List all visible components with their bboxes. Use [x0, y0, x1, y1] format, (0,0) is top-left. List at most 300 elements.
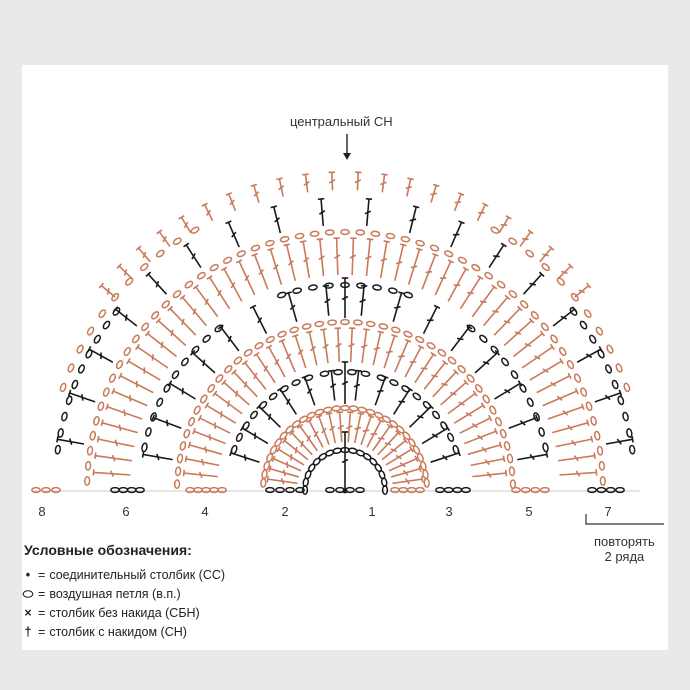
- double-crochet-stitch: [184, 243, 201, 267]
- double-crochet-stitch: [395, 340, 411, 373]
- chain-stitch: [266, 488, 274, 493]
- chain-stitch: [93, 334, 101, 344]
- chain-stitch: [594, 431, 600, 440]
- chain-stitch: [466, 374, 475, 383]
- chain-stitch: [361, 371, 370, 377]
- repeat-note-line2: 2 ряда: [604, 549, 645, 564]
- double-crochet-stitch: [431, 450, 461, 462]
- double-crochet-stitch: [543, 388, 578, 405]
- chain-stitch: [151, 311, 160, 320]
- chain-stitch: [386, 233, 395, 239]
- chain-stitch: [328, 320, 337, 325]
- double-crochet-stitch: [106, 404, 142, 419]
- chain-stitch: [495, 417, 503, 427]
- double-crochet-stitch: [112, 388, 147, 405]
- double-crochet-stitch: [279, 340, 295, 373]
- double-crochet-stitch: [494, 306, 522, 335]
- chain-stitch: [87, 446, 93, 455]
- chain-stitch: [179, 441, 186, 450]
- double-crochet-stitch: [292, 335, 305, 368]
- chain-stitch: [32, 488, 40, 493]
- chain-stitch: [407, 488, 415, 493]
- double-crochet-stitch: [157, 230, 170, 246]
- double-crochet-stitch: [472, 470, 506, 478]
- double-crochet-stitch: [317, 239, 325, 276]
- chain-stitch: [251, 244, 261, 251]
- chain-stitch: [172, 290, 182, 299]
- chain-stitch: [292, 287, 301, 294]
- chain-stitch: [504, 441, 511, 450]
- chain-stitch: [254, 341, 264, 349]
- double-crochet-stitch: [464, 428, 497, 443]
- double-crochet-stitch: [422, 425, 449, 443]
- double-crochet-stitch: [424, 305, 440, 333]
- chain-stitch: [489, 405, 497, 415]
- chain-stitch: [348, 370, 357, 375]
- double-crochet-stitch: [114, 307, 137, 326]
- double-crochet-stitch: [99, 283, 115, 297]
- row-number-7: 7: [604, 504, 612, 519]
- chain-stitch: [597, 446, 603, 455]
- double-crochet-stitch: [193, 285, 217, 317]
- chain-stitch: [530, 311, 539, 320]
- chain-stitch: [123, 347, 132, 357]
- chain-stitch-icon: ⬭: [22, 587, 34, 601]
- chain-stitch: [307, 463, 316, 473]
- chain-stitch: [482, 394, 491, 404]
- chain-stitch: [115, 360, 123, 370]
- chain-stitch: [334, 370, 343, 375]
- legend-title: Условные обозначения:: [24, 542, 192, 558]
- double-crochet-stitch: [251, 184, 259, 202]
- chain-stitch: [437, 348, 447, 357]
- double-crochet-stitch: [559, 469, 596, 476]
- legend-item: [20, 566, 225, 584]
- chain-stitch: [508, 237, 518, 246]
- chain-stitch: [579, 320, 588, 330]
- chain-stitch: [276, 488, 284, 493]
- double-crochet-stitch: [184, 470, 218, 478]
- chain-stitch: [391, 326, 400, 333]
- double-crochet-stitch: [520, 230, 533, 246]
- double-crochet-stitch: [494, 381, 521, 399]
- chain-stitch: [538, 427, 545, 436]
- double-crochet-stitch: [556, 436, 593, 447]
- chain-stitch: [111, 488, 119, 493]
- double-crochet-stitch: [513, 331, 544, 356]
- chain-stitch: [66, 396, 73, 405]
- double-crochet-stitch: [146, 272, 167, 294]
- legend-equals: =: [38, 625, 46, 639]
- double-crochet-stitch: [156, 318, 186, 345]
- double-crochet-stitch: [373, 424, 393, 450]
- chain-stitch: [501, 357, 510, 367]
- double-crochet-stitch: [409, 248, 423, 284]
- chain-stitch: [457, 365, 466, 374]
- repeat-note-line1: повторять: [594, 534, 655, 549]
- double-crochet-stitch: [451, 325, 472, 351]
- double-crochet-stitch: [236, 260, 254, 295]
- double-crochet-stitch: [460, 276, 483, 309]
- chain-stitch: [223, 256, 233, 264]
- row-number-8: 8: [38, 504, 46, 519]
- chain-stitch: [97, 402, 104, 412]
- chain-stitch: [102, 320, 111, 330]
- chain-stitch: [141, 443, 147, 452]
- chain-stitch: [109, 373, 117, 383]
- chain-stitch: [295, 233, 304, 239]
- chain-stitch: [526, 397, 534, 407]
- row-number-1: 1: [368, 504, 376, 519]
- chain-stitch: [86, 326, 95, 336]
- chain-stitch: [341, 320, 349, 325]
- chain-stitch: [358, 407, 367, 413]
- chain-stitch: [556, 277, 565, 286]
- chain-stitch: [277, 330, 287, 338]
- chain-stitch: [558, 347, 567, 357]
- chain-stitch: [595, 326, 604, 336]
- chain-stitch: [265, 240, 274, 247]
- chain-stitch: [622, 412, 629, 421]
- chain-stitch: [161, 300, 170, 309]
- chain-stitch: [606, 488, 614, 493]
- legend-item: [20, 604, 200, 622]
- chain-stitch: [261, 478, 267, 487]
- double-crochet-stitch: [335, 328, 342, 362]
- chain-stitch: [362, 452, 372, 461]
- double-crochet-stitch: [95, 453, 132, 462]
- chain-stitch: [59, 383, 66, 393]
- chain-stitch: [583, 309, 592, 319]
- chain-stitch: [199, 394, 208, 404]
- double-crochet-stitch: [361, 329, 369, 363]
- chain-stitch: [415, 336, 425, 344]
- legend-equals: =: [38, 568, 46, 582]
- chain-stitch: [500, 429, 507, 439]
- chain-stitch: [207, 384, 216, 394]
- chain-stitch: [119, 488, 127, 493]
- double-crochet-stitch: [285, 292, 296, 322]
- legend-item: [20, 623, 187, 641]
- chain-stitch: [432, 410, 441, 420]
- chain-stitch: [496, 280, 506, 289]
- double-crochet-stitch: [558, 264, 573, 279]
- double-crochet-stitch: [336, 412, 343, 442]
- double-crochet-stitch: [271, 206, 281, 233]
- double-crochet-stitch: [143, 451, 173, 460]
- chain-stitch: [93, 416, 100, 425]
- chain-stitch: [265, 336, 275, 344]
- double-crochet-stitch: [230, 450, 260, 462]
- double-crochet-stitch: [522, 344, 554, 368]
- double-crochet-icon: †: [24, 625, 32, 639]
- chain-stitch: [391, 488, 399, 493]
- chain-stitch: [422, 470, 428, 479]
- chain-stitch: [268, 392, 278, 401]
- chain-stitch: [315, 321, 324, 327]
- double-crochet-stitch: [430, 184, 439, 202]
- double-crochet-stitch: [185, 456, 219, 466]
- repeat-note: [594, 534, 655, 564]
- chain-stitch: [163, 383, 171, 393]
- double-crochet-stitch: [575, 283, 591, 297]
- chain-stitch: [606, 344, 614, 354]
- chain-stitch: [61, 412, 68, 421]
- double-crochet-stitch: [306, 419, 323, 447]
- double-crochet-stitch: [117, 264, 132, 279]
- double-crochet-stitch: [218, 325, 239, 351]
- double-crochet-stitch: [435, 260, 453, 295]
- chain-stitch: [356, 230, 365, 235]
- double-crochet-stitch: [499, 216, 511, 233]
- double-crochet-stitch: [119, 373, 153, 393]
- chain-stitch: [233, 356, 243, 365]
- chain-stitch: [186, 488, 194, 493]
- chain-stitch: [519, 383, 527, 393]
- chain-stitch: [366, 321, 375, 327]
- chain-stitch: [156, 397, 164, 407]
- chain-stitch: [145, 427, 152, 436]
- chain-stitch: [177, 454, 183, 463]
- chain-stitch: [436, 488, 444, 493]
- double-crochet-stitch: [267, 476, 297, 484]
- chain-stitch: [415, 240, 424, 247]
- double-crochet-stitch: [380, 174, 387, 192]
- chain-stitch: [599, 461, 605, 470]
- chain-stitch: [490, 226, 500, 234]
- legend-text: столбик без накида (СБН): [49, 606, 200, 620]
- chain-stitch: [125, 277, 134, 286]
- chain-stitch: [140, 262, 149, 271]
- chain-stitch: [85, 461, 91, 470]
- double-crochet-stitch: [320, 329, 328, 363]
- chain-stitch: [617, 396, 624, 405]
- chain-stitch: [325, 230, 334, 235]
- double-crochet-stitch: [558, 453, 595, 461]
- chain-stitch: [98, 309, 107, 319]
- double-crochet-stitch: [101, 420, 138, 433]
- chain-stitch: [401, 236, 410, 243]
- chain-stitch: [590, 416, 597, 425]
- chain-stitch: [447, 356, 457, 365]
- double-crochet-stitch: [410, 206, 420, 233]
- chain-stitch: [379, 323, 388, 330]
- chain-stitch: [462, 488, 470, 493]
- chain-stitch: [78, 364, 86, 374]
- double-crochet-stitch: [537, 373, 571, 393]
- chain-stitch: [520, 300, 529, 309]
- chain-stitch: [193, 405, 201, 415]
- chain-stitch: [332, 406, 341, 412]
- chain-stitch: [404, 291, 413, 298]
- double-crochet-stitch: [348, 328, 355, 362]
- chain-stitch: [507, 454, 513, 463]
- chain-stitch: [426, 341, 436, 349]
- chain-stitch: [215, 374, 224, 383]
- chain-stitch: [202, 488, 210, 493]
- chain-stitch: [218, 488, 226, 493]
- chain-stitch: [588, 334, 596, 344]
- chain-stitch: [315, 409, 324, 416]
- double-crochet-stitch: [384, 335, 397, 368]
- center-stitch-label: центральный СН: [290, 114, 393, 129]
- chain-stitch: [510, 370, 519, 380]
- double-crochet-stitch: [422, 254, 438, 290]
- double-crochet-stitch: [202, 203, 213, 221]
- double-crochet-stitch: [252, 254, 268, 290]
- chain-stitch: [521, 488, 529, 493]
- chain-stitch: [323, 407, 332, 413]
- double-crochet-stitch: [168, 381, 195, 399]
- chain-stitch: [509, 467, 515, 476]
- chain-stitch: [416, 488, 424, 493]
- double-crochet-stitch: [328, 370, 336, 400]
- chain-stitch: [312, 457, 321, 466]
- chain-stitch: [320, 371, 329, 377]
- double-crochet-stitch: [489, 243, 506, 267]
- chain-stitch: [90, 431, 96, 440]
- chain-stitch: [412, 392, 422, 401]
- chain-stitch: [172, 237, 182, 246]
- double-crochet-stitch: [127, 358, 160, 380]
- chain-stitch: [326, 488, 334, 493]
- double-crochet-stitch: [198, 415, 230, 433]
- double-crochet-stitch: [342, 278, 348, 318]
- chain-stitch: [171, 370, 180, 380]
- chain-stitch: [542, 443, 548, 452]
- chain-stitch: [289, 326, 298, 333]
- double-crochet-stitch: [471, 456, 505, 466]
- chain-stitch: [611, 380, 619, 390]
- double-crochet-stitch: [221, 267, 242, 301]
- double-crochet-stitch: [189, 442, 223, 455]
- double-crochet-stitch: [226, 193, 236, 211]
- chain-stitch: [76, 344, 84, 354]
- double-crochet-stitch: [365, 199, 372, 226]
- double-crochet-stitch: [524, 272, 545, 294]
- chain-stitch: [600, 477, 605, 486]
- chain-stitch: [188, 417, 196, 427]
- double-crochet-stitch: [378, 431, 401, 455]
- chain-stitch: [55, 445, 61, 454]
- double-crochet-stitch: [472, 285, 496, 317]
- chain-stitch: [458, 256, 468, 264]
- double-crochet-stitch: [477, 203, 488, 221]
- chain-stitch: [175, 480, 180, 489]
- double-crochet-stitch: [406, 178, 414, 196]
- row-number-2: 2: [281, 504, 289, 519]
- chain-stitch: [541, 262, 550, 271]
- double-crochet-stitch: [350, 238, 357, 275]
- legend-item: [20, 585, 181, 603]
- double-crochet-stitch: [448, 267, 469, 301]
- double-crochet-stitch: [517, 451, 547, 459]
- chain-stitch: [369, 457, 378, 466]
- double-crochet-stitch: [207, 276, 230, 309]
- chain-stitch: [447, 433, 455, 443]
- chain-stitch: [71, 380, 79, 390]
- chain-stitch: [183, 429, 190, 439]
- chain-stitch: [341, 406, 349, 411]
- double-crochet-stitch: [98, 436, 135, 447]
- double-crochet-stitch: [136, 246, 150, 262]
- chain-stitch: [286, 488, 294, 493]
- double-crochet-stitch: [93, 469, 130, 476]
- chain-stitch: [541, 488, 549, 493]
- double-crochet-stitch: [381, 241, 390, 278]
- chain-stitch: [280, 236, 289, 243]
- slip-stitch-icon: •: [25, 568, 31, 582]
- chain-stitch: [508, 290, 518, 299]
- chain-stitch: [235, 433, 243, 443]
- chain-stitch: [237, 250, 247, 258]
- chain-stitch: [354, 320, 363, 325]
- chain-stitch: [540, 322, 549, 332]
- double-crochet-stitch: [451, 221, 465, 247]
- double-crochet-stitch: [468, 442, 502, 455]
- chain-stitch: [585, 402, 592, 412]
- double-crochet-stitch: [267, 248, 281, 284]
- double-crochet-stitch: [373, 331, 384, 365]
- double-crochet-stitch: [180, 295, 206, 325]
- chain-stitch: [310, 231, 319, 237]
- double-crochet-stitch: [191, 350, 215, 372]
- row-number-6: 6: [122, 504, 130, 519]
- double-crochet-stitch: [302, 174, 309, 192]
- chain-stitch: [210, 488, 218, 493]
- chain-stitch: [261, 470, 267, 479]
- center-double-crochet: [342, 432, 348, 490]
- double-crochet-stitch: [300, 241, 309, 278]
- double-crochet-stitch: [333, 238, 340, 275]
- double-crochet-stitch: [250, 305, 266, 333]
- chain-stitch: [156, 249, 166, 258]
- chain-stitch: [224, 365, 233, 374]
- chain-stitch: [243, 348, 253, 357]
- chain-stitch: [291, 379, 301, 387]
- chain-stitch: [474, 384, 483, 394]
- double-crochet-stitch: [276, 178, 283, 196]
- chain-stitch: [136, 488, 144, 493]
- double-crochet-stitch: [306, 331, 317, 365]
- double-crochet-stitch: [393, 292, 404, 322]
- chain-stitch: [175, 467, 181, 476]
- double-crochet-stitch: [365, 239, 373, 276]
- chain-stitch: [102, 387, 110, 397]
- chain-stitch: [616, 488, 624, 493]
- double-crochet-stitch: [395, 244, 407, 281]
- chain-stitch: [615, 363, 623, 373]
- chain-stitch: [249, 410, 258, 420]
- double-crochet-stitch: [316, 415, 329, 444]
- chain-stitch: [85, 477, 90, 486]
- chain-stitch: [194, 488, 202, 493]
- chain-stitch: [127, 488, 135, 493]
- double-crochet-stitch: [179, 216, 191, 233]
- center-arrow-head: [343, 153, 351, 160]
- double-crochet-stitch: [367, 419, 384, 447]
- chain-stitch: [349, 406, 358, 412]
- chain-stitch: [356, 488, 364, 493]
- double-crochet-stitch: [318, 199, 325, 226]
- legend-text: соединительный столбик (СС): [49, 568, 226, 582]
- double-crochet-stitch: [389, 456, 418, 471]
- double-crochet-stitch: [361, 415, 374, 444]
- single-crochet-icon: ×: [24, 606, 32, 620]
- double-crochet-stitch: [283, 438, 308, 459]
- double-crochet-stitch: [360, 286, 368, 316]
- double-crochet-stitch: [552, 420, 589, 433]
